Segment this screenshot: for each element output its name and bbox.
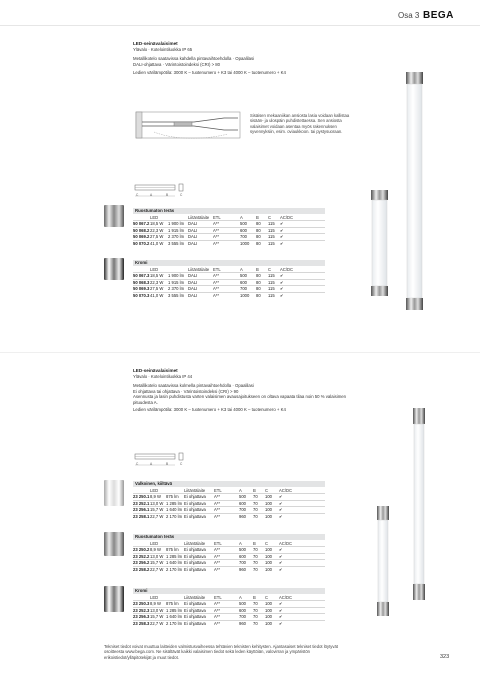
section-label: Osa 3 [398,11,420,20]
footer-note: Tekniset tiedot voivat muuttua laitteiden valmistusvaiheessa tehtävien teknisten kehitysten. Ajantasaiset tekniset tiedot löytyvät osoitteesta www.bega.com. Ne sisältävät kaikki valaisimen tiedot sekä leden käyttöiän, valovirran ja ympäristön erikoistiedot/ylläpitotekijät ja muut tiedot. [104,644,338,660]
table-row: 23 256.1 15,7 W 1 640 lm Ei ohjattava A** 700 70 100 ✔ [133,507,325,513]
table-row: 23 256.3 15,7 W 1 640 lm Ei ohjattava A** 700 70 100 ✔ [133,614,325,620]
table-row: 50 067.3 18,5 W 1 900 lm DALI A** 500 80 115 ✔ [133,273,325,279]
spec-table: LED Liitäntälaite ETL A B C AC/DC 23 250.3 8,9 W 875 lm Ei ohjattava A** 500 70 100 ✔ 23 252.3 13,0 W 1 285 lm Ei ohjattava A** 600 70 100 ✔ 23 256.3 15,7 W 1 640 lm Ei ohjattava A** 700 70 100 ✔ 23 258.3 22,7 W 2 170 lm Ei ohjattava A** 960 70 100 ✔ [133,595,325,626]
section-description: Metallikotelo saatavissa kahdella pintavaihtoehdolla · Opaalilasi DALI-ohjattava · Värintoistoindeksi (CRI) > 80 Ledien värilämpötila: 3000 K – tuotenumero + K3 tai 4000 K – tuotenumero + K4 [133,56,286,76]
spec-table: LED Liitäntälaite ETL A B C AC/DC 23 250.1 8,9 W 875 lm Ei ohjattava A** 500 70 100 ✔ 23 252.1 13,0 W 1 285 lm Ei ohjattava A** 600 70 100 ✔ 23 256.1 15,7 W 1 640 lm Ei ohjattava A** 700 70 100 ✔ 23 258.1 22,7 W 2 170 lm Ei ohjattava A** 960 70 100 ✔ [133,488,325,519]
dim-label-a: A [150,193,153,197]
section-title: LED-seinävalaisimet [133,368,178,373]
finish-swatch-chrome [104,258,124,280]
table-row: 23 250.2 8,9 W 875 lm Ei ohjattava A** 500 70 100 ✔ [133,547,325,553]
dim-label-c2: C [180,462,183,466]
finish-swatch-stainless [104,532,124,556]
section-description: Metallikotelo saatavissa kolmella pintavaihtoehdolla · Opaalilasi Ei ohjattava tai ohjattava · Värintoistoindeksi (CRI) > 90 Asennusta ja lasin puhdistusta varten valaisimen avausajoitukseen on oltava vapaata tilaa noin 50 % valaisimen pituudesta A. Ledien värilämpötila: 3000 K – tuotenumero + K3 tai 4000 K – tuotenumero + K4 [133,383,347,413]
brand-logo: BEGA [423,10,454,21]
section-title: LED-seinävalaisimet [133,41,178,46]
table-row: 50 068.2 22,3 W 1 915 lm DALI A** 600 80 115 ✔ [133,227,325,233]
dim-label-b: B [166,193,169,197]
finish-group-header: Kromi [133,588,325,594]
finish-swatch-stainless [104,205,124,227]
page-number: 323 [440,654,450,660]
table-row: 23 252.2 13,0 W 1 285 lm Ei ohjattava A** 600 70 100 ✔ [133,553,325,559]
spec-table: LED Liitäntälaite ETL A B C AC/DC 23 250.2 8,9 W 875 lm Ei ohjattava A** 500 70 100 ✔ 23 252.2 13,0 W 1 285 lm Ei ohjattava A** 600 70 100 ✔ 23 256.2 15,7 W 1 640 lm Ei ohjattava A** 700 70 100 ✔ 23 258.2 22,7 W 2 170 lm Ei ohjattava A** 960 70 100 ✔ [133,541,325,572]
dim-label-b: B [166,462,169,466]
table-row: 50 069.3 27,5 W 2 370 lm DALI A** 700 80 115 ✔ [133,286,325,292]
table-row: 23 252.1 13,0 W 1 285 lm Ei ohjattava A** 600 70 100 ✔ [133,500,325,506]
table-row: 50 067.2 18,5 W 1 900 lm DALI A** 500 80 115 ✔ [133,221,325,227]
table-row: 50 068.3 22,3 W 1 915 lm DALI A** 600 80 115 ✔ [133,279,325,285]
table-row: 23 258.3 22,7 W 2 170 lm Ei ohjattava A** 960 70 100 ✔ [133,620,325,626]
finish-group-header: Ruostumaton teräs [133,208,325,214]
dim-label-c: C [136,462,139,466]
table-row: 50 070.3 41,0 W 3 555 lm DALI A** 1000 80 115 ✔ [133,292,325,298]
section-subtitle: Ylävalo · Kotelointiluokka IP 44 [133,374,193,379]
dimension-sketch [133,183,193,205]
section-divider [0,352,480,353]
table-row: 50 069.2 27,5 W 2 370 lm DALI A** 700 80 115 ✔ [133,234,325,240]
table-row: 23 250.1 8,9 W 875 lm Ei ohjattava A** 500 70 100 ✔ [133,494,325,500]
dimension-sketch [133,452,193,474]
tilt-mechanism-drawing [134,108,244,148]
finish-group-header: Kromi [133,260,325,266]
spec-table: LED Liitäntälaite ETL A B C AC/DC 50 067.3 18,5 W 1 900 lm DALI A** 500 80 115 ✔ 50 068.3 22,3 W 1 915 lm DALI A** 600 80 115 ✔ 50 069.3 27,5 W 2 370 lm DALI A** 700 80 115 ✔ 50 070.3 41,0 W 3 555 lm DALI A** 1000 80 115 ✔ [133,267,325,298]
mechanism-note: Sisäisen mekaaniikan ansiosta lasia voidaan kallistaa sisään- ja ulospäin puhdistettaessa. Sen ansiosta valaisimet voidaan asentaa myös rakennuksen syvennyksiin, esim. oviaukkoon. tai pystysuoraan. [250,113,350,135]
table-row: 23 258.2 22,7 W 2 170 lm Ei ohjattava A** 960 70 100 ✔ [133,566,325,572]
table-row: 23 256.2 15,7 W 1 640 lm Ei ohjattava A** 700 70 100 ✔ [133,560,325,566]
finish-swatch-white [104,480,124,506]
product-photo [365,26,445,351]
finish-group-header: Ruostumaton teräs [133,534,325,540]
dim-label-c: C [136,193,139,197]
dim-label-a: A [150,462,153,466]
finish-group-header: Valkoinen, kiiltävä [133,481,325,487]
product-photo [370,400,440,640]
finish-swatch-chrome [104,586,124,612]
table-row: 23 252.3 13,0 W 1 285 lm Ei ohjattava A** 600 70 100 ✔ [133,607,325,613]
table-row: 50 070.2 41,0 W 3 555 lm DALI A** 1000 80 115 ✔ [133,240,325,246]
table-row: 23 258.1 22,7 W 2 170 lm Ei ohjattava A** 960 70 100 ✔ [133,513,325,519]
table-row: 23 250.3 8,9 W 875 lm Ei ohjattava A** 500 70 100 ✔ [133,601,325,607]
section-subtitle: Ylävalo · Kotelointiluokka IP 65 [133,47,193,52]
spec-table: LED Liitäntälaite ETL A B C AC/DC 50 067.2 18,5 W 1 900 lm DALI A** 500 80 115 ✔ 50 068.2 22,3 W 1 915 lm DALI A** 600 80 115 ✔ 50 069.2 27,5 W 2 370 lm DALI A** 700 80 115 ✔ 50 070.2 41,0 W 3 555 lm DALI A** 1000 80 115 ✔ [133,215,325,246]
dim-label-c2: C [180,193,183,197]
